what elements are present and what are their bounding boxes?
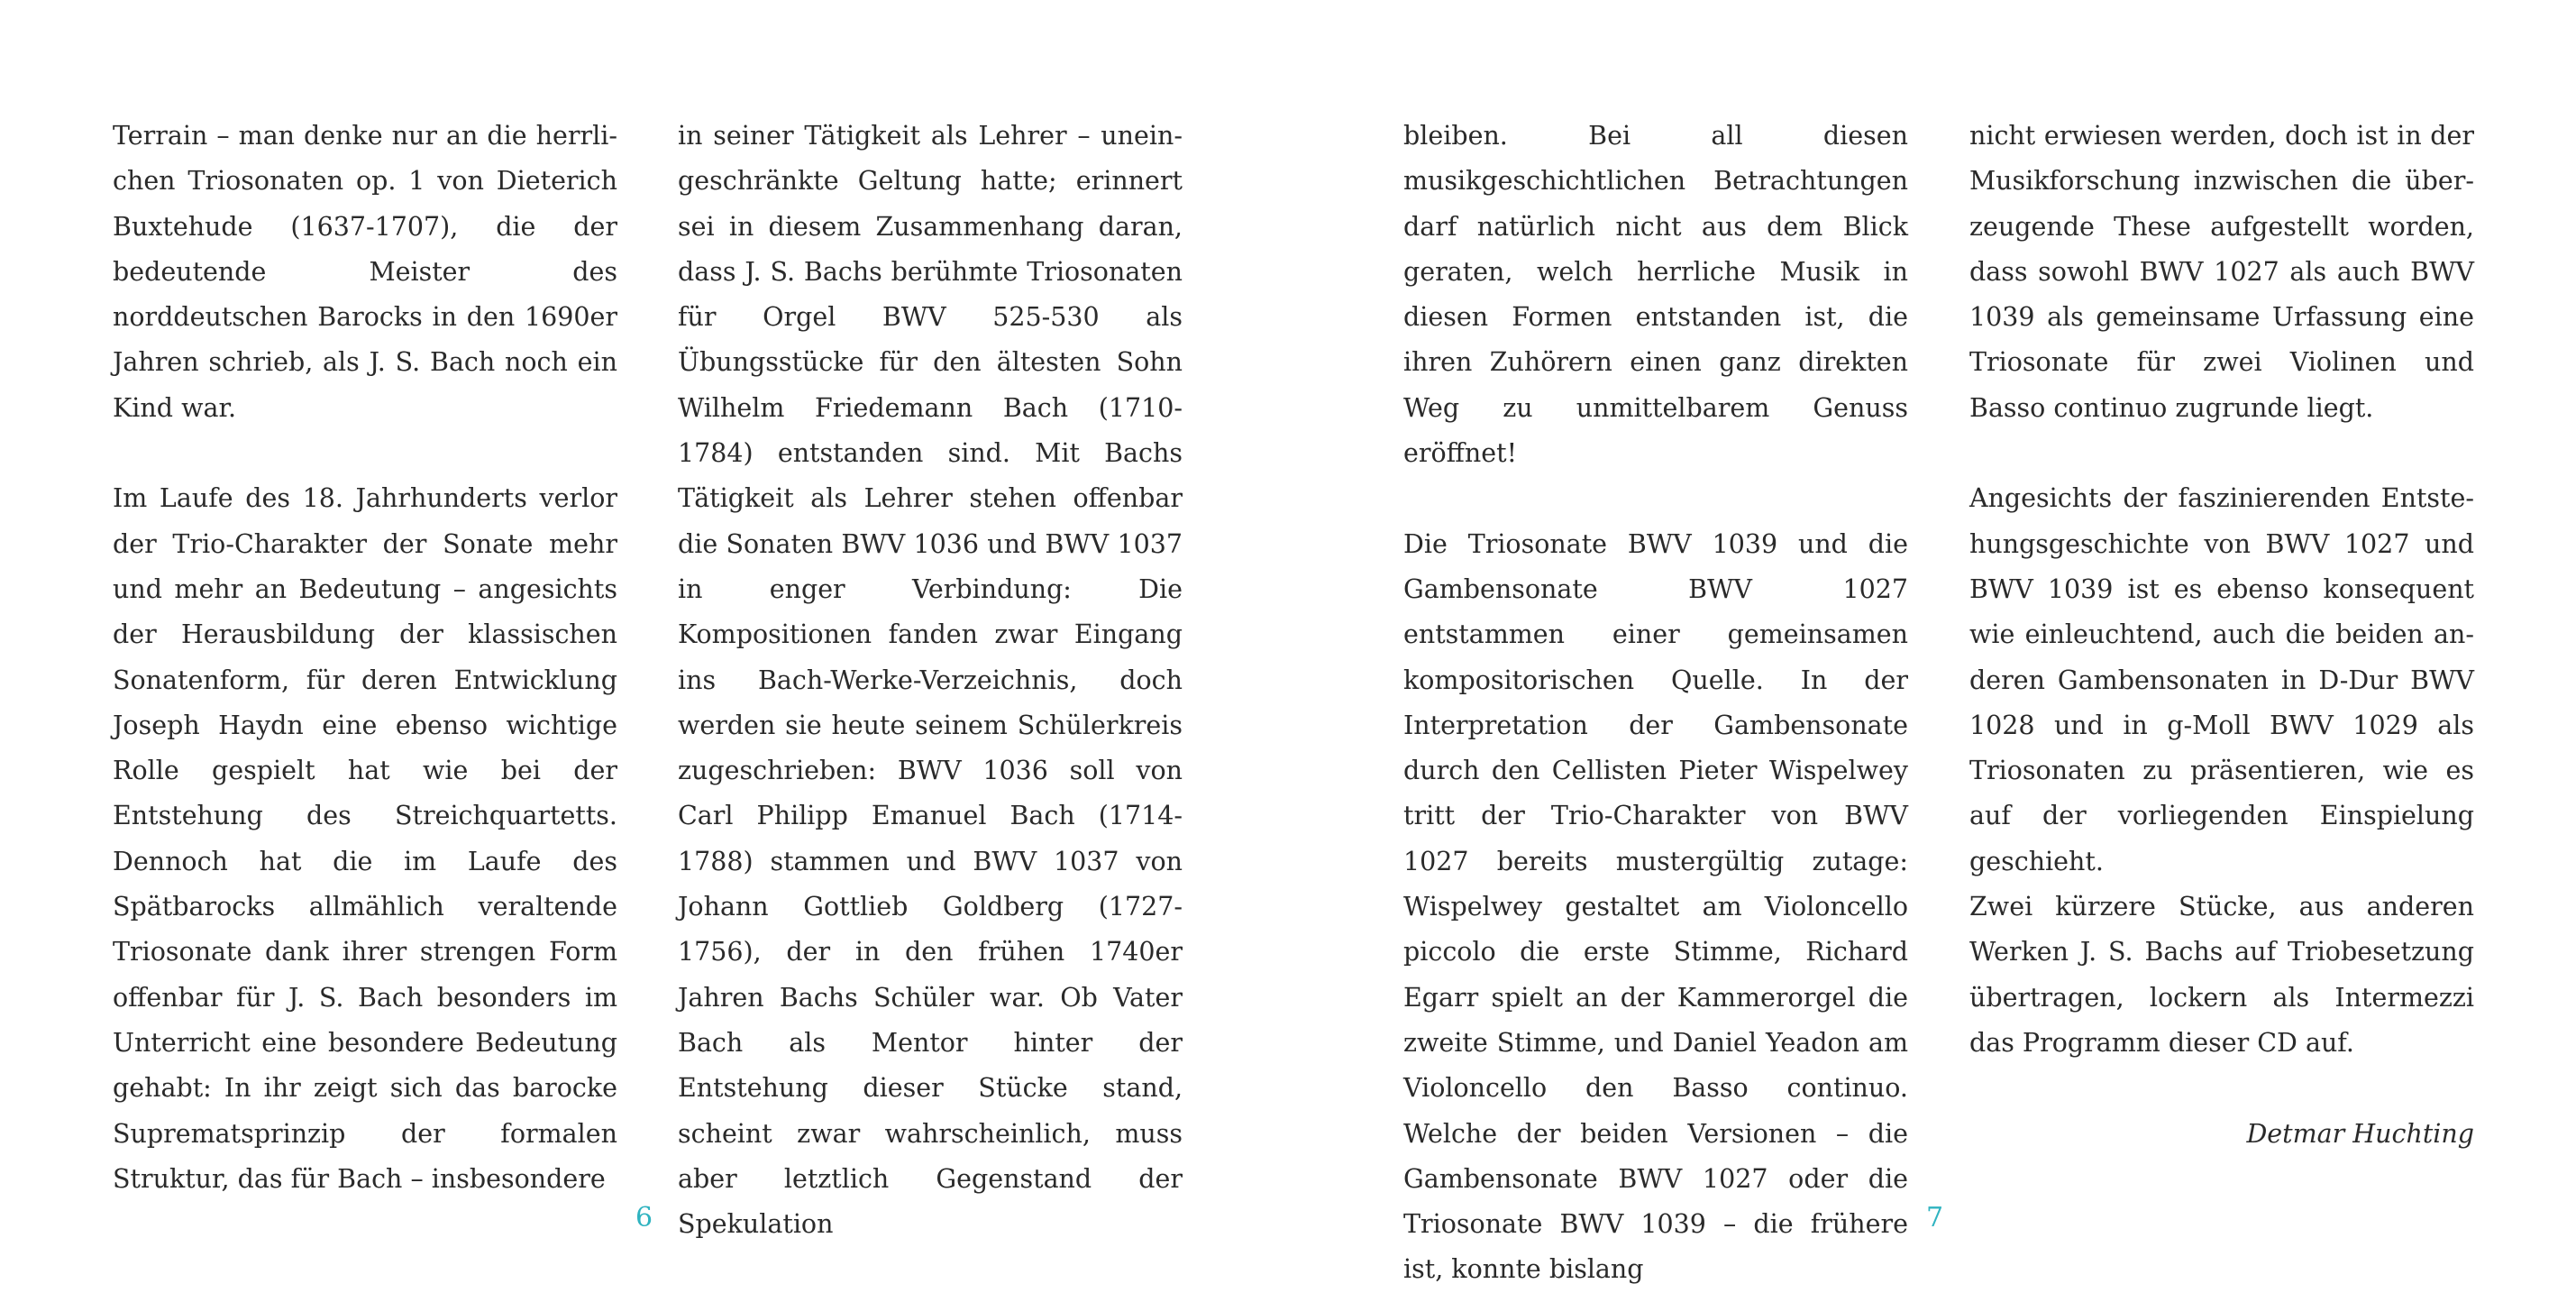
page-number-left: 6 [635, 1202, 653, 1233]
paragraph: in seiner Tätigkeit als Lehrer – uneingeschränkte Geltung hatte; erinnert sei in diesem Zusammenhang daran, dass J. S. Bachs berühmte Triosonaten für Orgel BWV 525-530 als Übungsstücke für den ältesten Sohn Wilhelm Friedemann Bach (1710-1784) entstanden sind. Mit Bachs Tätigkeit als Lehrer stehen offenbar die Sonaten BWV 1036 und BWV 1037 in enger Verbindung: Die Kompositionen fanden zwar Eingang ins Bach-Werke-Verzeichnis, doch werden sie heute seinem Schülerkreis zugeschrieben: BWV 1036 soll von Carl Philipp Emanuel Bach (1714-1788) stammen und BWV 1037 von Johann Gottlieb Goldberg (1727-1756), der in den frühen 1740er Jahren Bachs Schüler war. Ob Vater Bach als Mentor hinter der Entstehung dieser Stücke stand, scheint zwar wahrscheinlich, muss aber letztlich Gegenstand der Spekulation [678, 121, 1183, 1240]
paragraph: Im Laufe des 18. Jahrhunderts verlor der Trio-Charakter der Sonate mehr und mehr an Bedeutung – angesichts der Herausbildung der klassischen Sonatenform, für deren Entwicklung Joseph Haydn eine ebenso wichtige Rolle gespielt hat wie bei der Entstehung des Streichquartetts. Dennoch hat die im Laufe des Spätbarocks allmählich veraltende Triosonate dank ihrer strengen Form offenbar für J. S. Bach besonders im Unterricht eine besondere Bedeutung gehabt: In ihr zeigt sich das barocke Suprematsprinzip der formalen Struktur, das für Bach – insbesondere [113, 483, 617, 1194]
paragraph: nicht erwiesen werden, doch ist in der Musikforschung inzwischen die überzeugende These aufgestellt worden, dass sowohl BWV 1027 als auch BWV 1039 als gemeinsame Urfassung eine Triosonate für zwei Violinen und Basso continuo zugrunde liegt. [1969, 121, 2474, 423]
author-signature: Detmar Huchting [2246, 1118, 2474, 1149]
text-column-4 [1969, 114, 2474, 1157]
page-number-right: 7 [1926, 1202, 1944, 1233]
text-column-3 [1403, 114, 1908, 1293]
paragraph: bleiben. Bei all diesen musikgeschichtlichen Betrachtungen darf natürlich nicht aus dem Blick geraten, welch herrliche Musik in diesen Formen entstanden ist, die ihren Zuhörern einen ganz direkten Weg zu unmittelbarem Genuss eröffnet! [1403, 121, 1908, 469]
paragraph: Die Triosonate BWV 1039 und die Gambensonate BWV 1027 entstammen einer gemeinsamen kompositorischen Quelle. In der Interpretation der Gambensonate durch den Cellisten Pieter Wispelwey tritt der Trio-Charakter von BWV 1027 bereits mustergültig zutage: Wispelwey gestaltet am Violoncello piccolo die erste Stimme, Richard Egarr spielt an der Kammerorgel die zweite Stimme, und Daniel Yeadon am Violoncello den Basso continuo. Welche der beiden Versionen – die Gambensonate BWV 1027 oder die Triosonate BWV 1039 – die frühere ist, konnte bislang [1403, 528, 1908, 1285]
paragraph: Zwei kürzere Stücke, aus anderen Werken J. S. Bachs auf Triobesetzung übertragen, lockern als Intermezzi das Programm dieser CD auf. [1969, 892, 2474, 1058]
paragraph: Terrain – man denke nur an die herrlichen Triosonaten op. 1 von Dieterich Buxtehude (1637-1707), die der bedeutende Meister des norddeutschen Barocks in den 1690er Jahren schrieb, als J. S. Bach noch ein Kind war. [113, 121, 617, 423]
paragraph: Angesichts der faszinierenden Entstehungsgeschichte von BWV 1027 und BWV 1039 ist es ebenso konsequent wie einleuchtend, auch die beiden anderen Gambensonaten in D-Dur BWV 1028 und in g-Moll BWV 1029 als Triosonaten zu präsentieren, wie es auf der vorliegenden Einspielung geschieht. [1969, 483, 2474, 876]
